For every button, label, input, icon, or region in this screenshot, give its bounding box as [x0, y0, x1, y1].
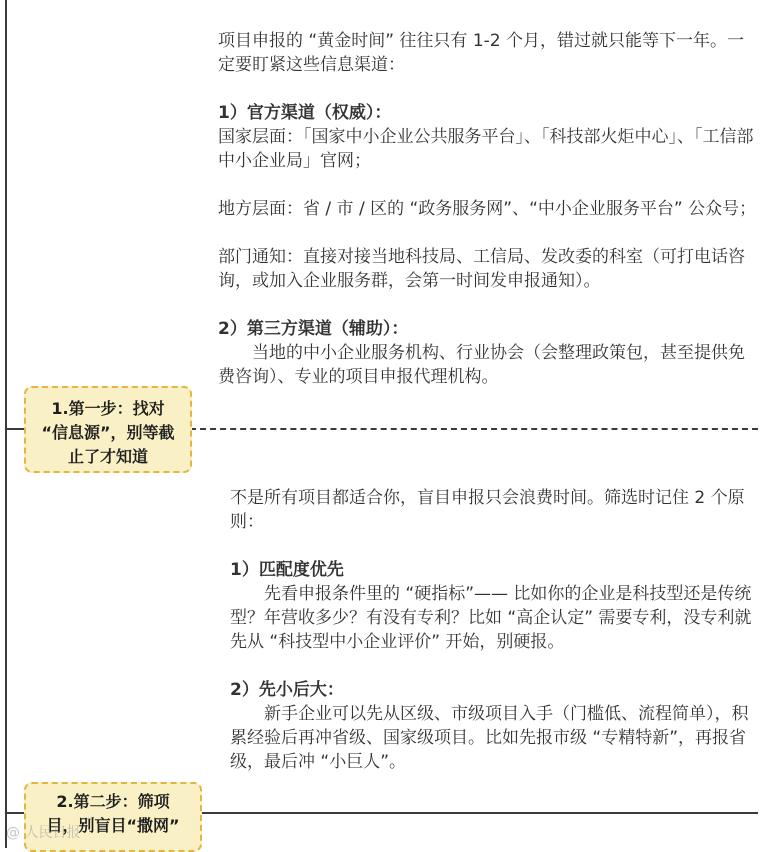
local-level-text: 地方层面：省 / 市 / 区的 “政务服务网”、“中小企业服务平台” 公众号；	[218, 199, 757, 219]
section-divider	[190, 428, 758, 430]
step-1-label: 1.第一步：找对 “信息源”，别等截 止了才知道	[41, 399, 175, 466]
mindmap-trunk-line	[5, 0, 7, 848]
step-1-content	[218, 29, 758, 389]
official-channels-heading: 1）官方渠道（权威）：	[218, 103, 392, 123]
step-2-intro: 不是所有项目都适合你，盲目申报只会浪费时间。筛选时记住 2 个原则：	[230, 488, 745, 532]
step-2-label: 2.第二步：筛项 目，别盲目“撒网”	[46, 792, 180, 835]
match-priority-heading: 1）匹配度优先	[230, 560, 344, 580]
node-2-connector	[7, 812, 25, 814]
step-1-node[interactable]	[24, 386, 192, 473]
small-first-heading: 2）先小后大：	[230, 680, 344, 700]
department-notice-text: 部门通知：直接对接当地科技局、工信局、发改委的科室（可打电话咨询，或加入企业服务群，会第一时间发申报通知）。	[218, 247, 745, 291]
section-2-bottom-line	[202, 812, 758, 814]
match-priority-text: 先看申报条件里的 “硬指标”—— 比如你的企业是科技型还是传统型？年营收多少？有没有专利？比如 “高企认定” 需要专利，没专利就先从 “科技型中小企业评价” 开始，别硬报。	[230, 584, 752, 652]
step-2-content	[230, 486, 760, 774]
national-level-text: 国家层面：「国家中小企业公共服务平台」、「科技部火炬中心」、「工信部中小企业局」官网；	[218, 127, 754, 171]
third-party-heading: 2）第三方渠道（辅助）：	[218, 319, 409, 339]
watermark: @ 人民日报	[6, 825, 81, 841]
small-first-text: 新手企业可以先从区级、市级项目入手（门槛低、流程简单），积累经验后再冲省级、国家级项目。比如先报市级 “专精特新”，再报省级，最后冲 “小巨人”。	[230, 704, 749, 772]
third-party-text: 当地的中小企业服务机构、行业协会（会整理政策包，甚至提供免费咨询）、专业的项目申报代理机构。	[218, 343, 745, 387]
step-1-intro: 项目申报的 “黄金时间” 往往只有 1-2 个月，错过就只能等下一年。一定要盯紧这些信息渠道：	[218, 31, 744, 75]
node-1-connector	[7, 428, 25, 430]
